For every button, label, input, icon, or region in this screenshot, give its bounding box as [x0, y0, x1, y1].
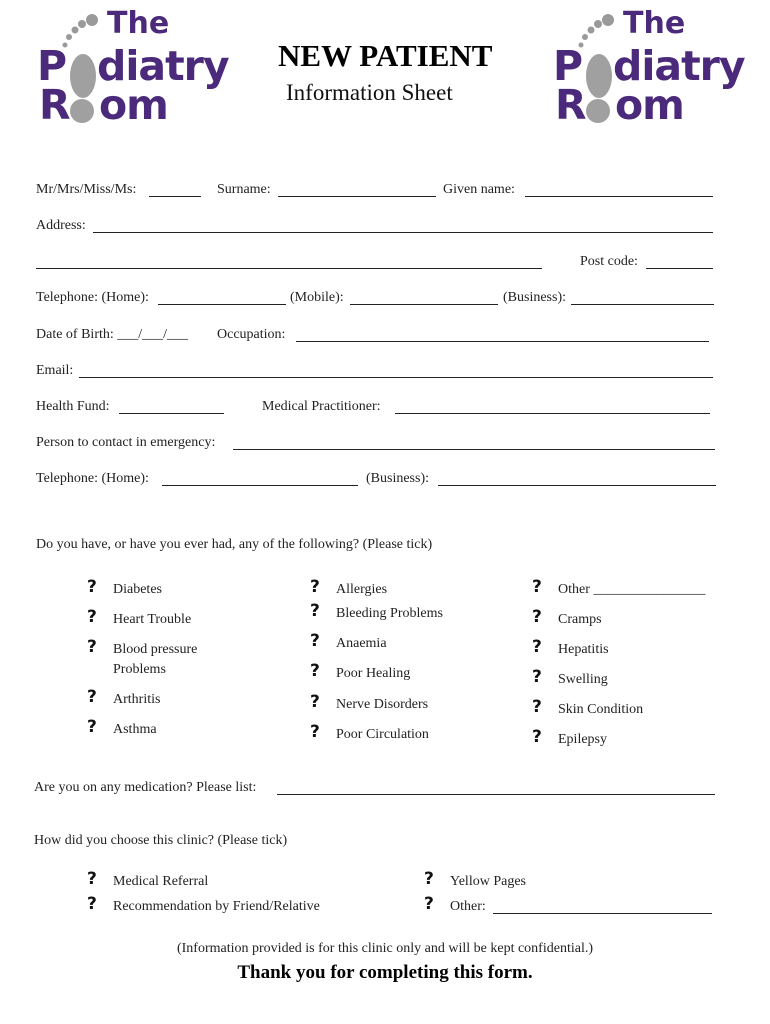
tick-icon[interactable]: ? — [87, 869, 97, 889]
thank-you-message: Thank you for completing this form. — [237, 962, 533, 983]
tick-icon[interactable]: ? — [532, 607, 542, 627]
tel-home-label: Telephone: (Home): — [36, 290, 149, 305]
medication-label: Are you on any medication? Please list: — [34, 780, 257, 795]
tel-business-field[interactable] — [571, 304, 714, 305]
health-fund-label: Health Fund: — [36, 399, 110, 414]
tick-icon[interactable]: ? — [532, 667, 542, 687]
condition-poor-circulation: Poor Circulation — [336, 727, 429, 742]
condition-swelling: Swelling — [558, 672, 608, 687]
tick-icon[interactable]: ? — [310, 601, 320, 621]
tick-icon[interactable]: ? — [424, 869, 434, 889]
tick-icon[interactable]: ? — [87, 637, 97, 657]
emergency-tel-business-field[interactable] — [438, 485, 716, 486]
option-recommendation: Recommendation by Friend/Relative — [113, 899, 320, 914]
condition-other: Other ________________ — [558, 582, 706, 597]
condition-skin-condition: Skin Condition — [558, 702, 644, 717]
tick-icon[interactable]: ? — [532, 577, 542, 597]
tel-business-label: (Business): — [503, 290, 566, 305]
tick-icon[interactable]: ? — [87, 717, 97, 737]
logo-diatry: diatry — [97, 42, 229, 90]
condition-blood-pressure-line2: Problems — [113, 662, 166, 677]
clinic-logo-left — [35, 6, 229, 129]
tel-mobile-label: (Mobile): — [290, 290, 344, 305]
clinic-logo-right — [551, 6, 745, 129]
conditions-question: Do you have, or have you ever had, any of the following? (Please tick) — [36, 537, 433, 552]
address-field[interactable] — [93, 232, 713, 233]
logo-p: P — [553, 42, 583, 90]
logo-p: P — [37, 42, 67, 90]
tick-icon[interactable]: ? — [310, 631, 320, 651]
condition-diabetes: Diabetes — [113, 582, 162, 597]
title-field[interactable] — [149, 196, 201, 197]
email-field[interactable] — [79, 377, 713, 378]
page-subtitle: Information Sheet — [286, 80, 453, 105]
tick-icon[interactable]: ? — [310, 722, 320, 742]
medication-field[interactable] — [277, 794, 715, 795]
medical-practitioner-label: Medical Practitioner: — [262, 399, 381, 414]
logo-the: The — [107, 6, 170, 41]
condition-cramps: Cramps — [558, 612, 602, 627]
surname-label: Surname: — [217, 182, 271, 197]
tick-icon[interactable]: ? — [310, 577, 320, 597]
tick-icon[interactable]: ? — [532, 637, 542, 657]
condition-bleeding-problems: Bleeding Problems — [336, 606, 443, 621]
tick-icon[interactable]: ? — [310, 661, 320, 681]
condition-anaemia: Anaemia — [336, 636, 387, 651]
logo-diatry: diatry — [613, 42, 745, 90]
tick-icon[interactable]: ? — [310, 692, 320, 712]
condition-nerve-disorders: Nerve Disorders — [336, 697, 429, 712]
emergency-tel-home-label: Telephone: (Home): — [36, 471, 149, 486]
address-label: Address: — [36, 218, 86, 233]
emergency-tel-business-label: (Business): — [366, 471, 429, 486]
logo-om: om — [615, 81, 684, 129]
tel-home-field[interactable] — [158, 304, 286, 305]
emergency-tel-home-field[interactable] — [162, 485, 358, 486]
medical-practitioner-field[interactable] — [395, 413, 710, 414]
condition-arthritis: Arthritis — [113, 692, 161, 707]
logo-the: The — [623, 6, 686, 41]
option-yellow-pages: Yellow Pages — [450, 874, 526, 889]
condition-epilepsy: Epilepsy — [558, 732, 607, 747]
tick-icon[interactable]: ? — [532, 727, 542, 747]
tick-icon[interactable]: ? — [87, 687, 97, 707]
given-name-label: Given name: — [443, 182, 515, 197]
option-other-field[interactable] — [493, 913, 712, 914]
confidential-note: (Information provided is for this clinic only and will be kept confidential.) — [176, 941, 593, 956]
logo-r: R — [555, 81, 586, 129]
logo-r: R — [39, 81, 70, 129]
condition-poor-healing: Poor Healing — [336, 666, 411, 681]
occupation-field[interactable] — [296, 341, 709, 342]
occupation-label: Occupation: — [217, 327, 286, 342]
condition-heart-trouble: Heart Trouble — [113, 612, 192, 627]
clinic-choice-question: How did you choose this clinic? (Please tick) — [34, 833, 288, 848]
option-medical-referral: Medical Referral — [113, 874, 209, 889]
logo-om: om — [99, 81, 168, 129]
emergency-contact-field[interactable] — [233, 449, 715, 450]
tel-mobile-field[interactable] — [350, 304, 498, 305]
postcode-field[interactable] — [646, 268, 713, 269]
email-label: Email: — [36, 363, 74, 378]
dob-label[interactable]: Date of Birth: ___/___/___ — [36, 327, 189, 342]
condition-blood-pressure: Blood pressure — [113, 642, 198, 657]
given-name-field[interactable] — [525, 196, 713, 197]
tick-icon[interactable]: ? — [532, 697, 542, 717]
page-title: NEW PATIENT — [278, 38, 493, 73]
tick-icon[interactable]: ? — [87, 894, 97, 914]
postcode-label: Post code: — [580, 254, 638, 269]
tick-icon[interactable]: ? — [424, 894, 434, 914]
condition-hepatitis: Hepatitis — [558, 642, 609, 657]
address-field-line2[interactable] — [36, 268, 542, 269]
option-other: Other: — [450, 899, 486, 914]
tick-icon[interactable]: ? — [87, 607, 97, 627]
health-fund-field[interactable] — [119, 413, 224, 414]
tick-icon[interactable]: ? — [87, 577, 97, 597]
title-label: Mr/Mrs/Miss/Ms: — [36, 182, 137, 197]
surname-field[interactable] — [278, 196, 436, 197]
condition-asthma: Asthma — [113, 722, 157, 737]
condition-allergies: Allergies — [336, 582, 388, 597]
emergency-contact-label: Person to contact in emergency: — [36, 435, 216, 450]
